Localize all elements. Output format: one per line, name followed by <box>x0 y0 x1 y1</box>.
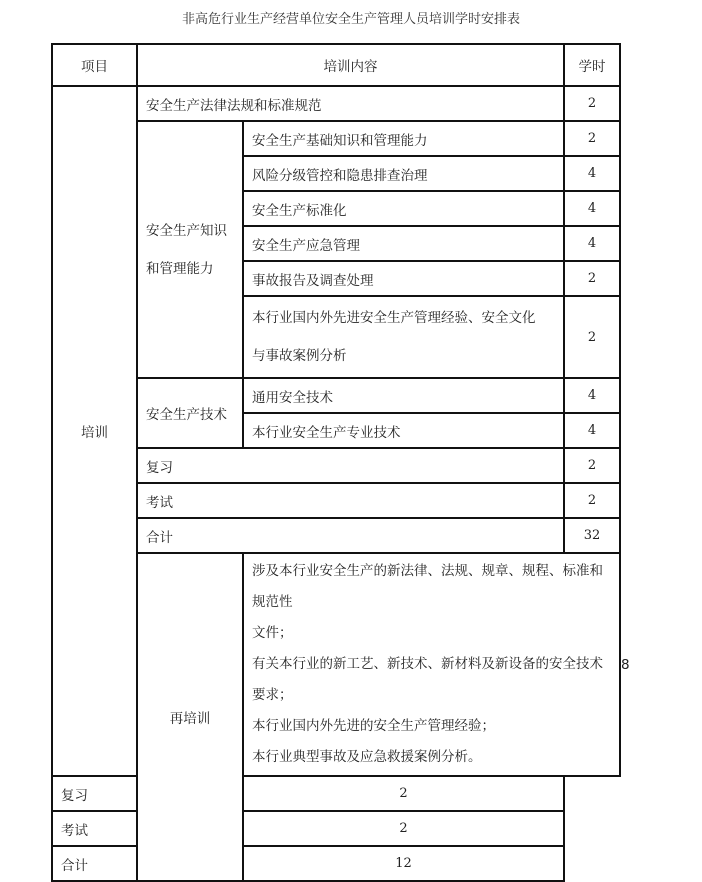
knowledge-label <box>137 121 243 378</box>
training-total: 合计 <box>137 518 564 553</box>
retraining-total: 合计 <box>52 846 243 881</box>
table-row <box>52 518 620 553</box>
table-row <box>52 448 620 483</box>
law-hours: 2 <box>564 86 620 121</box>
retraining-line: 有关本行业的新工艺、新技术、新材料及新设备的安全技术要求； <box>252 656 603 703</box>
knowledge-hours: 2 <box>564 121 620 156</box>
header-item: 项目 <box>52 44 137 86</box>
law-text: 安全生产法律法规和标准规范 <box>137 86 564 121</box>
table-row <box>52 86 620 121</box>
retraining-line: 文件； <box>252 625 293 641</box>
knowledge-item: 风险分级管控和隐患排查治理 <box>243 156 564 191</box>
table-row <box>52 811 620 846</box>
knowledge-item-line: 本行业国内外先进安全生产管理经验、安全文化 <box>252 310 536 326</box>
knowledge-hours: 4 <box>564 156 620 191</box>
table-row <box>52 378 620 413</box>
retraining-line: 本行业国内外先进的安全生产管理经验； <box>252 718 495 734</box>
knowledge-hours: 4 <box>564 191 620 226</box>
knowledge-item: 事故报告及调查处理 <box>243 261 564 296</box>
header-content: 培训内容 <box>137 44 564 86</box>
knowledge-hours: 2 <box>564 261 620 296</box>
retraining-review-hours: 2 <box>243 776 564 811</box>
technology-item: 本行业安全生产专业技术 <box>243 413 564 448</box>
knowledge-item <box>243 296 564 378</box>
table-row: 再培训 涉及本行业安全生产的新法律、法规、规章、规程、标准和规范性 文件； 有关本行业的新工艺、新技术、新材料及新设备的安全技术要求； 本行业国内外先进的安全生产管理经验； 本行业典型事故及应急救援案例分析。 8 <box>52 553 620 776</box>
retraining-line: 本行业典型事故及应急救援案例分析。 <box>252 749 482 765</box>
retraining-line: 涉及本行业安全生产的新法律、法规、规章、规程、标准和规范性 <box>252 563 603 610</box>
training-hours-table <box>51 43 630 882</box>
knowledge-item: 安全生产基础知识和管理能力 <box>243 121 564 156</box>
retraining-exam: 考试 <box>52 811 243 846</box>
retraining-exam-hours: 2 <box>243 811 564 846</box>
training-review-hours: 2 <box>564 448 620 483</box>
retraining-total-hours: 12 <box>243 846 564 881</box>
table-row <box>52 846 620 881</box>
training-review: 复习 <box>137 448 564 483</box>
table-row <box>52 121 620 156</box>
knowledge-label-line: 安全生产知识 <box>146 222 227 239</box>
knowledge-label-line: 和管理能力 <box>146 260 214 277</box>
knowledge-item: 安全生产应急管理 <box>243 226 564 261</box>
header-row <box>52 44 620 86</box>
retraining-label: 再培训 <box>137 553 243 881</box>
retraining-content <box>243 553 620 776</box>
technology-label: 安全生产技术 <box>137 378 243 448</box>
training-exam-hours: 2 <box>564 483 620 518</box>
technology-hours: 4 <box>564 378 620 413</box>
training-total-hours: 32 <box>564 518 620 553</box>
training-label: 培训 <box>52 86 137 776</box>
knowledge-hours: 2 <box>564 296 620 378</box>
header-hours: 学时 <box>564 44 620 86</box>
knowledge-hours: 4 <box>564 226 620 261</box>
knowledge-item-line: 与事故案例分析 <box>252 348 347 364</box>
retraining-review: 复习 <box>52 776 243 811</box>
knowledge-item: 安全生产标准化 <box>243 191 564 226</box>
table-row <box>52 776 620 811</box>
table-row <box>52 483 620 518</box>
technology-item: 通用安全技术 <box>243 378 564 413</box>
technology-hours: 4 <box>564 413 620 448</box>
training-exam: 考试 <box>137 483 564 518</box>
page-title: 非高危行业生产经营单位安全生产管理人员培训学时安排表 <box>181 12 520 27</box>
